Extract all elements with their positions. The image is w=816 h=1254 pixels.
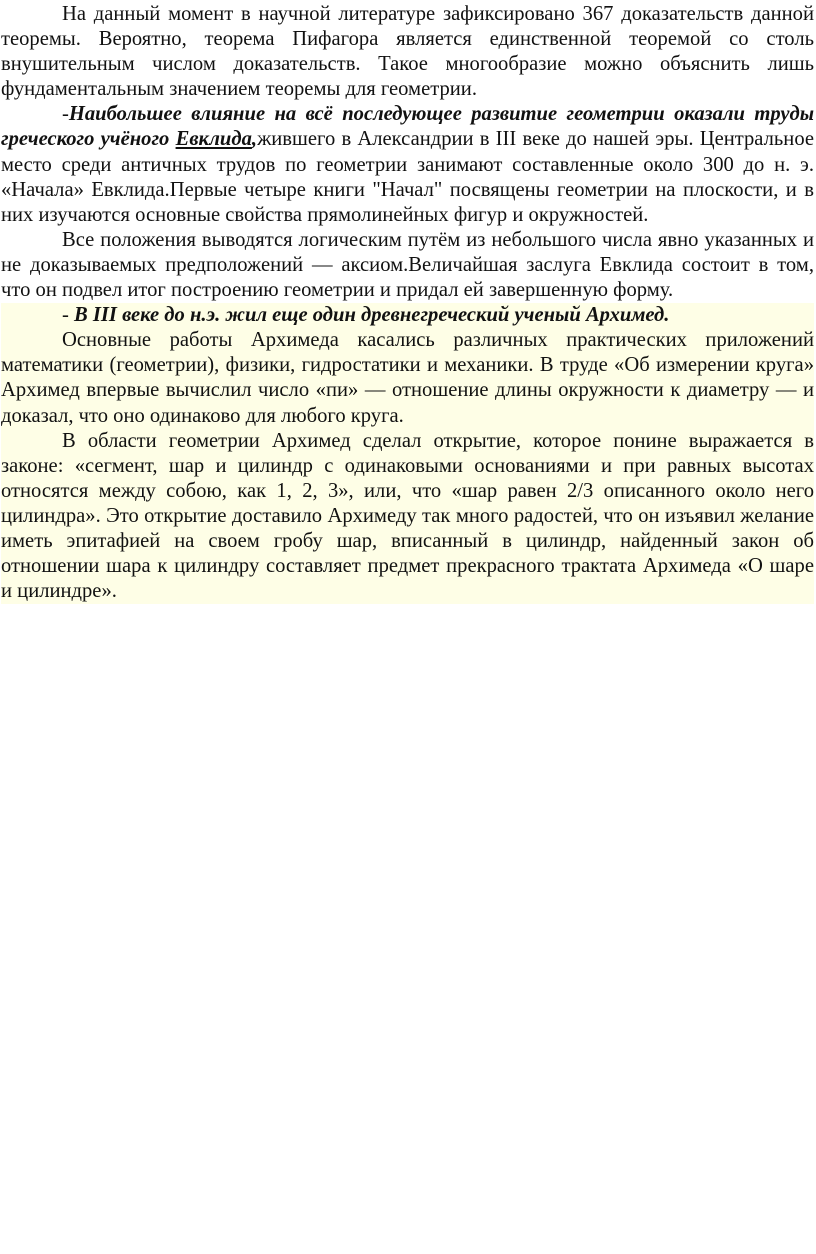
paragraph-archimedes-sphere: В области геометрии Архимед сделал открытие, которое понине выражается в законе: «сегмент, шар и цилиндр с одинаковыми основаниями и при равных высотах относятся между собою, как 1, 2, 3», или, что «шар равен 2/3 описанного около него цилиндра». Это открытие доставило Архимеду так много радостей, что он изъявил желание иметь эпитафией на своем гробу шар, вписанный в цилиндр, найденный закон об отношении шара к цилиндру составляет предмет прекрасного трактата Архимеда «О шаре и цилиндре».	[1, 429, 814, 605]
heading-archimedes	[1, 303, 814, 328]
dash: -	[62, 103, 69, 126]
euclid-name-link[interactable]: Евклида	[175, 128, 252, 151]
euclid-comma: ,	[251, 128, 258, 151]
paragraph-archimedes-works: Основные работы Архимеда касались различных практических приложений математики (геометрии), физики, гидростатики и механики. В труде «Об измерении круга» Архимед впервые вычислил число «пи» — отношение длины окружности к диаметру — и доказал, что оно одинаково для любого круга.	[1, 328, 814, 428]
archimedes-dash: -	[62, 304, 75, 327]
archimedes-bold-line: В III веке до н.э. жил еще один древнегреческий ученый Архимед.	[74, 304, 670, 327]
document-page	[0, 0, 816, 604]
paragraph-pythagoras-proofs: На данный момент в научной литературе зафиксировано 367 доказательств данной теоремы. Вероятно, теорема Пифагора является единственной теоремой со столь внушительным числом доказательств. Такое многообразие можно объяснить лишь фундаментальным значением теоремы для геометрии.	[1, 3, 814, 101]
paragraph-axioms: Все положения выводятся логическим путём из небольшого числа явно указанных и не доказываемых предположений — аксиом.Величайшая заслуга Евклида состоит в том, что он подвел итог построению геометрии и придал ей завершенную форму.	[1, 228, 814, 302]
euclid-text: жившего в Александрии в III веке до нашей эры. Центральное место среди античных трудов по геометрии занимают составленные около 300 до н. э. «Начала» Евклида.Первые четыре книги "Начал" посвящены геометрии на плоскости, и в них изучаются основные свойства прямолинейных фигур и окружностей.	[1, 128, 815, 226]
paragraph-euclid	[1, 102, 814, 227]
euclid-bold-lead: Наибольшее влияние на всё последующее развитие геометрии оказали труды греческого учёного	[1, 103, 814, 151]
